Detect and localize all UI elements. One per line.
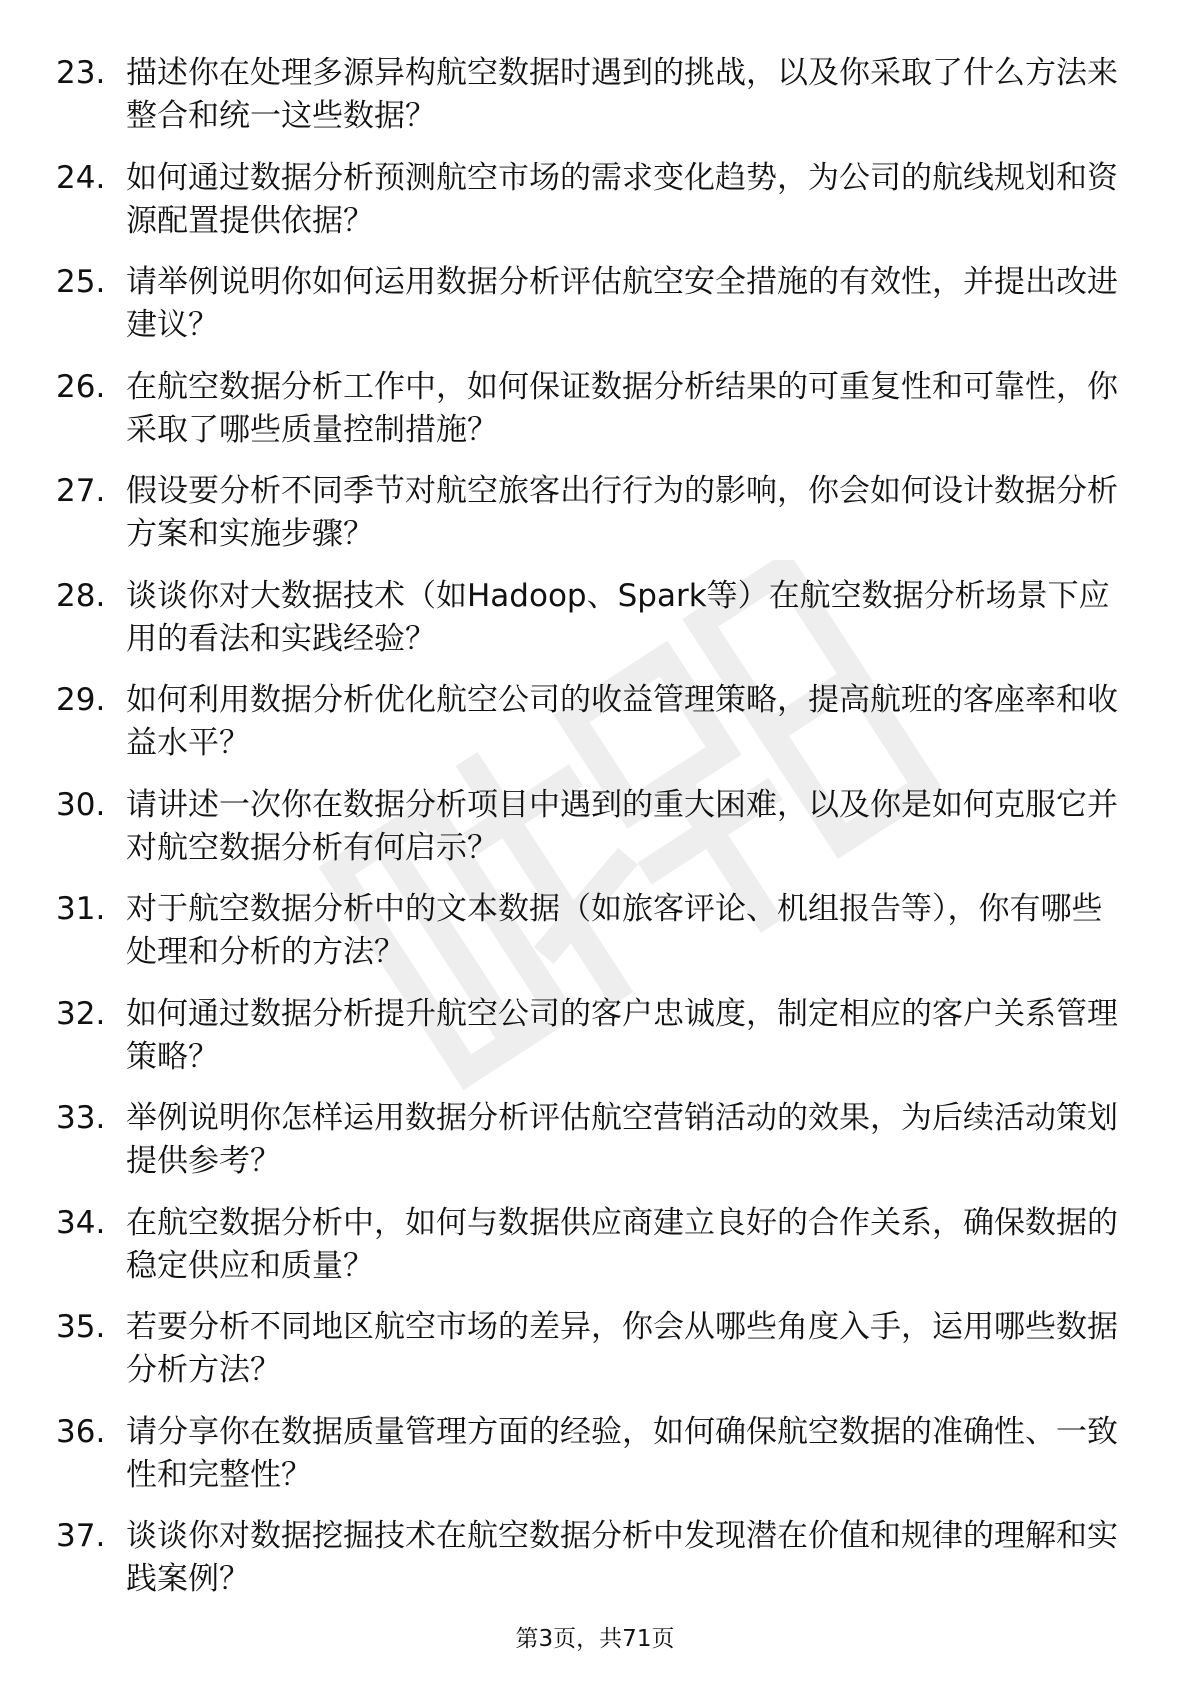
question-number: 23. <box>56 55 106 91</box>
question-text: 如何通过数据分析提升航空公司的客户忠诚度，制定相应的客户关系管理策略？ <box>126 995 1118 1075</box>
question-number: 28. <box>56 577 106 614</box>
question-text: 在航空数据分析中，如何与数据供应商建立良好的合作关系，确保数据的稳定供应和质量？ <box>126 1204 1118 1284</box>
question-number: 30. <box>56 786 106 823</box>
question-text: 对于航空数据分析中的文本数据（如旅客评论、机组报告等），你有哪些处理和分析的方法？ <box>126 891 1103 970</box>
question-text: 如何通过数据分析预测航空市场的需求变化趋势，为公司的航线规划和资源配置提供依据？ <box>126 159 1118 239</box>
question-item <box>0 261 1190 366</box>
question-item <box>0 679 1190 784</box>
question-text: 谈谈你对数据挖掘技术在航空数据分析中发现潜在价值和规律的理解和实践案例？ <box>126 1518 1118 1597</box>
question-item <box>0 1515 1190 1620</box>
question-text: 请讲述一次你在数据分析项目中遇到的重大困难，以及你是如何克服它并对航空数据分析有何启示？ <box>126 786 1118 866</box>
question-text: 若要分析不同地区航空市场的差异，你会从哪些角度入手，运用哪些数据分析方法？ <box>126 1309 1118 1388</box>
question-text: 请分享你在数据质量管理方面的经验，如何确保航空数据的准确性、一致性和完整性？ <box>126 1413 1118 1493</box>
question-number: 36. <box>56 1413 106 1450</box>
question-text: 举例说明你怎样运用数据分析评估航空营销活动的效果，为后续活动策划提供参考？ <box>126 1100 1118 1179</box>
question-item <box>0 1306 1190 1411</box>
question-number: 29. <box>56 682 106 718</box>
question-number: 33. <box>56 1100 106 1136</box>
question-text: 谈谈你对大数据技术（如Hadoop、Spark等）在航空数据分析场景下应用的看法和实践经验？ <box>126 577 1110 657</box>
question-item <box>0 1097 1190 1202</box>
question-number: 25. <box>56 264 106 300</box>
question-item <box>0 52 1190 157</box>
question-text: 在航空数据分析工作中，如何保证数据分析结果的可重复性和可靠性，你采取了哪些质量控制措施？ <box>126 368 1118 448</box>
question-number: 26. <box>56 368 106 405</box>
question-text: 假设要分析不同季节对航空旅客出行行为的影响，你会如何设计数据分析方案和实施步骤？ <box>126 473 1118 552</box>
page-number: 第3页，共71页 <box>515 1626 675 1652</box>
question-item <box>0 993 1190 1098</box>
question-number: 35. <box>56 1309 106 1345</box>
question-item <box>0 1202 1190 1307</box>
question-item <box>0 470 1190 575</box>
question-number: 34. <box>56 1204 106 1241</box>
question-list <box>0 52 1190 1620</box>
question-item <box>0 888 1190 993</box>
question-number: 24. <box>56 159 106 196</box>
question-text: 如何利用数据分析优化航空公司的收益管理策略，提高航班的客座率和收益水平？ <box>126 682 1118 761</box>
question-item <box>0 366 1190 471</box>
question-item <box>0 575 1190 680</box>
question-text: 请举例说明你如何运用数据分析评估航空安全措施的有效性，并提出改进建议？ <box>126 264 1118 343</box>
question-number: 32. <box>56 995 106 1032</box>
question-item <box>0 157 1190 262</box>
question-item <box>0 1411 1190 1516</box>
question-number: 27. <box>56 473 106 509</box>
question-item <box>0 784 1190 889</box>
question-number: 37. <box>56 1518 106 1554</box>
question-text: 描述你在处理多源异构航空数据时遇到的挑战，以及你采取了什么方法来整合和统一这些数据？ <box>126 55 1118 134</box>
question-number: 31. <box>56 891 106 927</box>
